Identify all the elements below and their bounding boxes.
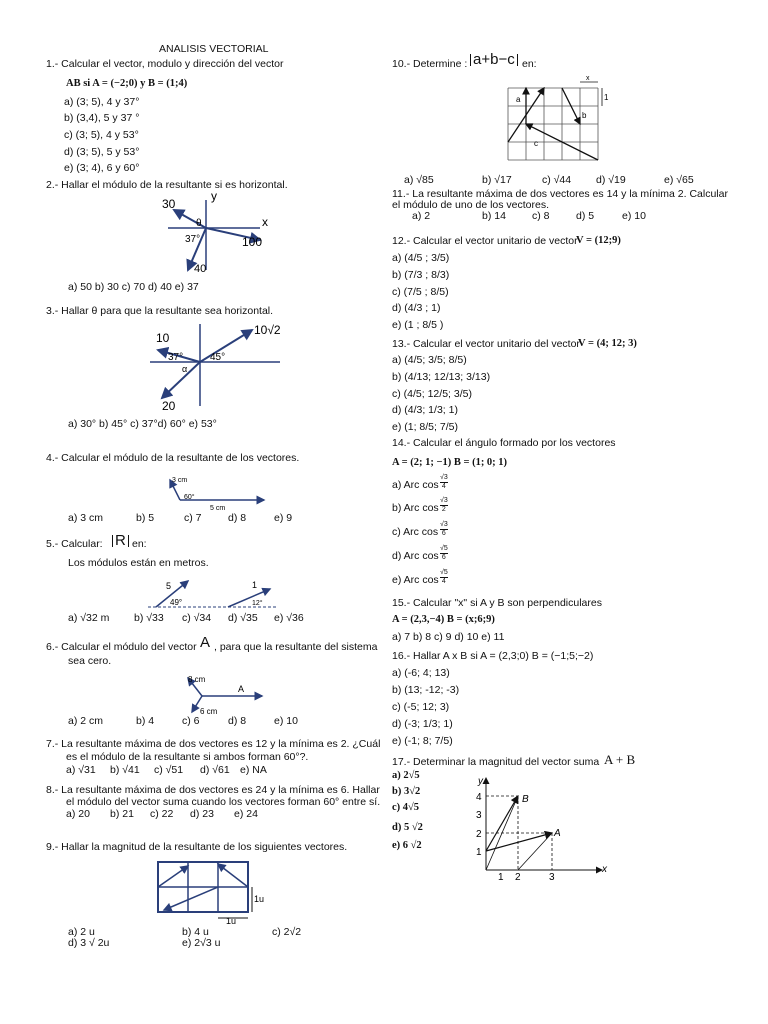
q11-text-cont: el módulo de uno de los vectores. bbox=[392, 199, 550, 211]
q6-option: e) 10 bbox=[274, 715, 298, 727]
q6-option: d) 8 bbox=[228, 715, 247, 727]
q17-axis-label: x bbox=[602, 864, 607, 875]
q9-option: c) 2√2 bbox=[272, 926, 302, 938]
q3-vector-diagram bbox=[148, 322, 288, 412]
q5-note: Los módulos están en metros. bbox=[68, 557, 209, 569]
q17-option: e) 6 √2 bbox=[392, 840, 422, 851]
q14-fraction: √3 6 bbox=[440, 521, 448, 537]
q12-option: b) (7/3 ; 8/3) bbox=[392, 269, 450, 281]
q12-option: c) (7/5 ; 8/5) bbox=[392, 286, 449, 298]
q1-option: e) (3; 4), 6 y 60° bbox=[64, 162, 140, 174]
q11-option: e) 10 bbox=[622, 210, 646, 222]
q17-tick-label: 1 bbox=[498, 872, 504, 882]
q11-option: a) 2 bbox=[412, 210, 431, 222]
q16-option: c) (-5; 12; 3) bbox=[392, 701, 450, 713]
q2-label: x bbox=[262, 215, 268, 229]
q9-option: e) 2√3 u bbox=[182, 937, 221, 949]
q17-tick-label: 3 bbox=[549, 872, 555, 882]
q3-options: a) 30° b) 45° c) 37°d) 60° e) 53° bbox=[68, 418, 217, 430]
q5-option: c) √34 bbox=[182, 612, 212, 624]
q12-option: d) (4/3 ; 1) bbox=[392, 302, 441, 314]
q15-options: a) 7 b) 8 c) 9 d) 10 e) 11 bbox=[392, 631, 505, 643]
q9-label: 1u bbox=[254, 894, 265, 904]
q2-options: a) 50 b) 30 c) 70 d) 40 e) 37 bbox=[68, 281, 199, 293]
q6-label: 6 cm bbox=[200, 707, 218, 716]
q12-option: a) (4/5 ; 3/5) bbox=[392, 252, 450, 264]
q11-text: 11.- La resultante máxima de dos vectores es 14 y la mínima 2. Calcular bbox=[392, 188, 728, 200]
q12-expression: V = (12;9) bbox=[576, 235, 621, 246]
q8-option: c) 22 bbox=[150, 808, 174, 820]
q6-vector-diagram bbox=[178, 670, 268, 716]
q1-option: a) (3; 5), 4 y 37° bbox=[64, 96, 140, 108]
q8-option: b) 21 bbox=[110, 808, 134, 820]
q16-option: e) (-1; 8; 7/5) bbox=[392, 735, 453, 747]
q7-option: e) NA bbox=[240, 764, 267, 776]
q10-option: e) √65 bbox=[664, 174, 694, 186]
q10-label: 1 bbox=[604, 93, 609, 102]
q8-text: 8.- La resultante máxima de dos vectores es 24 y la mínima es 6. Hallar bbox=[46, 784, 380, 796]
q6-symbol: A bbox=[200, 634, 211, 651]
q4-option: e) 9 bbox=[274, 512, 293, 524]
q7-option: b) √41 bbox=[110, 764, 140, 776]
q4-vector-diagram bbox=[166, 470, 270, 514]
q8-option: e) 24 bbox=[234, 808, 258, 820]
q10-label: b bbox=[582, 111, 587, 120]
page-title: ANALISIS VECTORIAL bbox=[159, 43, 269, 55]
q2-label: 30 bbox=[162, 197, 176, 211]
q11-option: c) 8 bbox=[532, 210, 550, 222]
q2-label: 37° bbox=[185, 234, 201, 245]
q13-option: b) (4/13; 12/13; 3/13) bbox=[392, 371, 491, 383]
q6-text: 6.- Calcular el módulo del vector bbox=[46, 641, 197, 653]
q10-en: en: bbox=[522, 58, 537, 70]
q16-text: 16.- Hallar A x B si A = (2,3;0) B = (−1;5;−2) bbox=[392, 650, 594, 662]
q3-label: 45° bbox=[210, 352, 226, 363]
q5-label: 5 bbox=[166, 581, 172, 591]
q16-option: d) (-3; 1/3; 1) bbox=[392, 718, 453, 730]
q9-option: d) 3 √ 2u bbox=[68, 937, 110, 949]
q5-label: 12° bbox=[252, 600, 263, 607]
q14-fraction: √3 4 bbox=[440, 474, 448, 490]
q17-vector-label: B bbox=[522, 794, 529, 805]
q15-text: 15.- Calcular "x" si A y B son perpendiculares bbox=[392, 597, 602, 609]
q9-label: 1u bbox=[226, 916, 237, 924]
q7-option: c) √51 bbox=[154, 764, 184, 776]
q17-tick-label: 4 bbox=[476, 792, 482, 803]
q17-text: 17.- Determinar la magnitud del vector suma bbox=[392, 756, 600, 768]
q2-label: θ bbox=[196, 218, 202, 229]
q8-option: a) 20 bbox=[66, 808, 90, 820]
q11-option: d) 5 bbox=[576, 210, 595, 222]
q10-label: c bbox=[534, 139, 538, 148]
q3-label: 20 bbox=[162, 399, 176, 412]
q6-text-cont: , para que la resultante del sistema bbox=[214, 641, 378, 653]
q4-label: 3 cm bbox=[172, 477, 188, 484]
q7-option: d) √61 bbox=[200, 764, 230, 776]
q3-label: 10 bbox=[156, 331, 170, 345]
q10-text: 10.- Determine : bbox=[392, 58, 468, 70]
q13-text: 13.- Calcular el vector unitario del vector bbox=[392, 338, 580, 350]
q6-text-cont: sea cero. bbox=[68, 655, 112, 667]
q10-option: b) √17 bbox=[482, 174, 512, 186]
q5-option: b) √33 bbox=[134, 612, 164, 624]
q7-text-cont: es el módulo de la resultante si ambos forman 60°?. bbox=[66, 751, 309, 763]
q17-option: a) 2√5 bbox=[392, 770, 420, 781]
q17-option: c) 4√5 bbox=[392, 802, 420, 813]
q4-option: d) 8 bbox=[228, 512, 247, 524]
q1-option: c) (3; 5), 4 y 53° bbox=[64, 129, 139, 141]
q5-symbol: R bbox=[112, 535, 129, 547]
q9-text: 9.- Hallar la magnitud de la resultante de los siguientes vectores. bbox=[46, 841, 348, 853]
q10-expression: a+b−c bbox=[470, 54, 518, 66]
q9-option: a) 2 u bbox=[68, 926, 95, 938]
q13-option: e) (1; 8/5; 7/5) bbox=[392, 421, 458, 433]
q17-tick-label: 2 bbox=[476, 829, 482, 840]
q5-label: 49° bbox=[170, 598, 183, 607]
q14-option: e) Arc cos bbox=[392, 574, 439, 586]
q17-tick-label: 2 bbox=[515, 872, 521, 882]
q16-option: b) (13; -12; -3) bbox=[392, 684, 460, 696]
q5-text: 5.- Calcular: bbox=[46, 538, 103, 550]
q6-label: A bbox=[238, 684, 245, 694]
q9-grid-diagram bbox=[154, 858, 272, 924]
q4-label: 5 cm bbox=[210, 505, 226, 512]
q15-expression: A = (2,3,−4) B = (x;6;9) bbox=[392, 614, 495, 625]
q3-label: α bbox=[182, 364, 188, 374]
q3-text: 3.- Hallar θ para que la resultante sea horizontal. bbox=[46, 305, 274, 317]
q10-option: d) √19 bbox=[596, 174, 626, 186]
q11-option: b) 14 bbox=[482, 210, 506, 222]
q5-en: en: bbox=[132, 538, 147, 550]
q14-fraction: √5 6 bbox=[440, 545, 448, 561]
q6-option: c) 6 bbox=[182, 715, 200, 727]
q5-vector-diagram bbox=[148, 577, 276, 611]
q3-label: 37° bbox=[168, 352, 184, 363]
q6-option: a) 2 cm bbox=[68, 715, 104, 727]
q17-axis-label: y bbox=[478, 776, 483, 787]
q10-grid-diagram bbox=[500, 74, 620, 174]
q7-text: 7.- La resultante máxima de dos vectores es 12 y la mínima es 2. ¿Cuál bbox=[46, 738, 381, 750]
q14-expression: A = (2; 1; −1) B = (1; 0; 1) bbox=[392, 457, 508, 468]
q4-option: a) 3 cm bbox=[68, 512, 104, 524]
q1-expression: AB si A = (−2;0) y B = (1;4) bbox=[66, 78, 188, 89]
q10-option: a) √85 bbox=[404, 174, 434, 186]
q17-tick-label: 3 bbox=[476, 810, 482, 821]
q8-text-cont: el módulo del vector suma cuando los vectores forman 60° entre sí. bbox=[66, 796, 381, 808]
q14-fraction: √5 4 bbox=[440, 569, 448, 585]
q4-label: 60° bbox=[184, 494, 195, 501]
q10-label: x bbox=[586, 75, 590, 82]
q2-label: 100 bbox=[242, 235, 263, 249]
q13-option: c) (4/5; 12/5; 3/5) bbox=[392, 388, 472, 400]
q1-option: d) (3; 5), 5 y 53° bbox=[64, 146, 140, 158]
q5-option: e) √36 bbox=[274, 612, 304, 624]
q17-option: d) 5 √2 bbox=[392, 822, 423, 833]
q14-text: 14.- Calcular el ángulo formado por los vectores bbox=[392, 437, 616, 449]
q4-text: 4.- Calcular el módulo de la resultante de los vectores. bbox=[46, 452, 300, 464]
q12-text: 12.- Calcular el vector unitario de vector bbox=[392, 235, 578, 247]
q2-label: y bbox=[211, 190, 217, 203]
q5-option: d) √35 bbox=[228, 612, 258, 624]
q14-option: c) Arc cos bbox=[392, 526, 439, 538]
q10-label: a bbox=[516, 95, 521, 104]
q16-option: a) (-6; 4; 13) bbox=[392, 667, 450, 679]
q6-option: b) 4 bbox=[136, 715, 155, 727]
q6-label: 8 cm bbox=[188, 675, 206, 684]
q12-option: e) (1 ; 8/5 ) bbox=[392, 319, 444, 331]
q17-coordinate-diagram bbox=[470, 774, 610, 882]
q2-vector-diagram bbox=[158, 190, 270, 276]
q17-expression: A + B bbox=[604, 752, 636, 767]
q17-tick-label: 1 bbox=[476, 847, 482, 858]
q5-label: 1 bbox=[252, 580, 258, 590]
q3-label: 10√2 bbox=[254, 323, 281, 337]
q4-option: b) 5 bbox=[136, 512, 155, 524]
q14-option: a) Arc cos bbox=[392, 479, 439, 491]
q17-vector-label: A bbox=[554, 828, 561, 839]
q9-option: b) 4 u bbox=[182, 926, 209, 938]
q8-option: d) 23 bbox=[190, 808, 214, 820]
q13-expression: V = (4; 12; 3) bbox=[578, 338, 637, 349]
q1-text: 1.- Calcular el vector, modulo y dirección del vector bbox=[46, 58, 284, 70]
q10-option: c) √44 bbox=[542, 174, 572, 186]
q1-option: b) (3,4), 5 y 37 ° bbox=[64, 112, 140, 124]
q2-label: 40 bbox=[194, 263, 207, 275]
q4-option: c) 7 bbox=[184, 512, 202, 524]
q14-option: b) Arc cos bbox=[392, 502, 439, 514]
q14-option: d) Arc cos bbox=[392, 550, 439, 562]
q2-text: 2.- Hallar el módulo de la resultante si es horizontal. bbox=[46, 179, 288, 191]
q13-option: d) (4/3; 1/3; 1) bbox=[392, 404, 458, 416]
q5-option: a) √32 m bbox=[68, 612, 110, 624]
q7-option: a) √31 bbox=[66, 764, 96, 776]
q17-option: b) 3√2 bbox=[392, 786, 421, 797]
q13-option: a) (4/5; 3/5; 8/5) bbox=[392, 354, 467, 366]
q14-fraction: √3 2 bbox=[440, 497, 448, 513]
